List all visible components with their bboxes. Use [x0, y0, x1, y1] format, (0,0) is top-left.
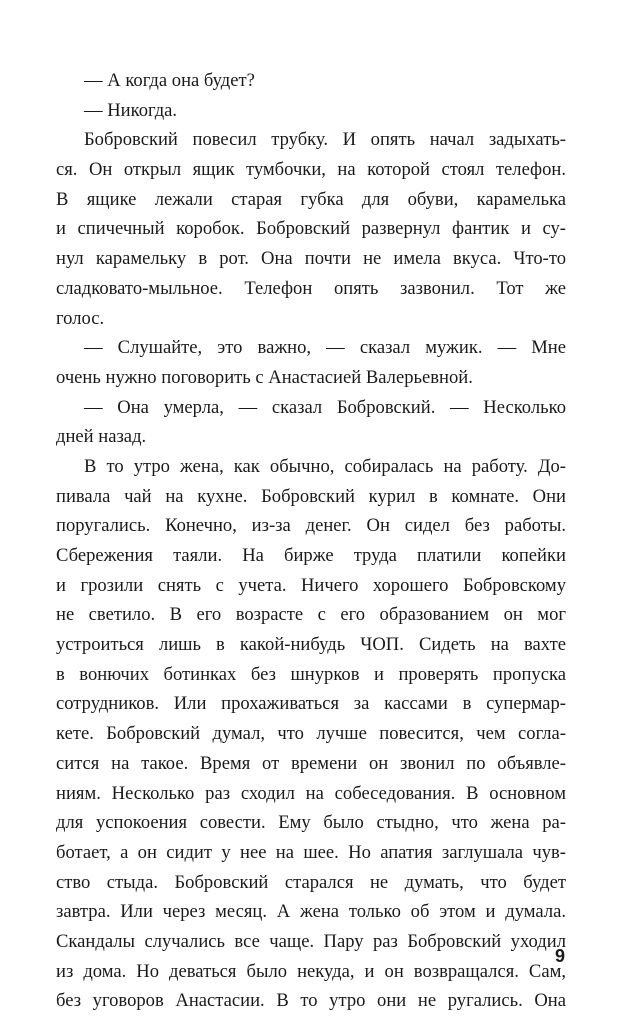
body-text — [56, 66, 566, 1016]
text-line: и спичечный коробок. Бобровский развернул фантик и су- — [56, 218, 566, 240]
text-line: дней назад. — [56, 426, 147, 448]
text-line: Сбережения таяли. На бирже труда платили копейки — [56, 545, 566, 566]
text-line: завтра. Или через месяц. А жена только об этом и думала. — [56, 901, 566, 923]
text-line: — Слушайте, это важно, — сказал мужик. — Мне — [84, 337, 566, 359]
text-line: Бобровский повесил трубку. И опять начал задыхать- — [84, 129, 566, 151]
text-line: из дома. Но деваться было некуда, и он возвращался. Сам, — [56, 960, 566, 982]
text-line: — Она умерла, — сказал Бобровский. — Несколько — [84, 396, 566, 418]
text-line: устроиться лишь в какой-нибудь ЧОП. Сидеть на вахте — [56, 634, 566, 656]
text-line: — Никогда. — [84, 99, 178, 121]
text-line: не светило. В его возрасте с его образованием он мог — [56, 604, 566, 626]
text-line: без уговоров Анастасии. В то утро они не ругались. Она — [56, 990, 566, 1012]
text-line: пивала чай на кухне. Бобровский курил в комнате. Они — [56, 485, 566, 507]
text-line: В то утро жена, как обычно, собиралась на работу. До- — [84, 455, 566, 477]
text-line: кете. Бобровский думал, что лучше повесится, чем согла- — [56, 723, 566, 745]
text-line: ся. Он открыл ящик тумбочки, на которой стоял телефон. — [56, 159, 566, 181]
text-line: сотрудников. Или прохаживаться за кассами в супермар- — [56, 693, 566, 715]
text-line: для успокоения совести. Ему было стыдно, что жена ра- — [56, 812, 566, 834]
text-line: сладковато-мыльное. Телефон опять зазвонил. Тот же — [56, 277, 566, 299]
text-line: ниям. Несколько раз сходил на собеседования. В основном — [56, 782, 566, 804]
text-line: в вонючих ботинках без шнурков и проверять пропуска — [56, 663, 566, 685]
text-line: ботает, а он сидит у нее на шее. Но апатия заглушала чув- — [56, 841, 566, 863]
text-line: нул карамельку в рот. Она почти не имела вкуса. Что-то — [56, 248, 566, 270]
text-line: Скандалы случались все чаще. Пару раз Бобровский уходил — [56, 930, 566, 952]
text-line: и грозили снять с учета. Ничего хорошего Бобровскому — [56, 574, 566, 596]
page-number: 9 — [554, 946, 565, 966]
text-line: сится на такое. Время от времени он звонил по объявле- — [56, 752, 566, 774]
text-line: ство стыда. Бобровский старался не думать, что будет — [56, 871, 566, 893]
text-line: В ящике лежали старая губка для обуви, карамелька — [56, 188, 566, 210]
text-line: голос. — [56, 307, 105, 329]
text-line: — А когда она будет? — [84, 70, 255, 91]
text-line: поругались. Конечно, из-за денег. Он сидел без работы. — [56, 515, 566, 537]
text-line: очень нужно поговорить с Анастасией Валерьевной. — [56, 366, 473, 388]
